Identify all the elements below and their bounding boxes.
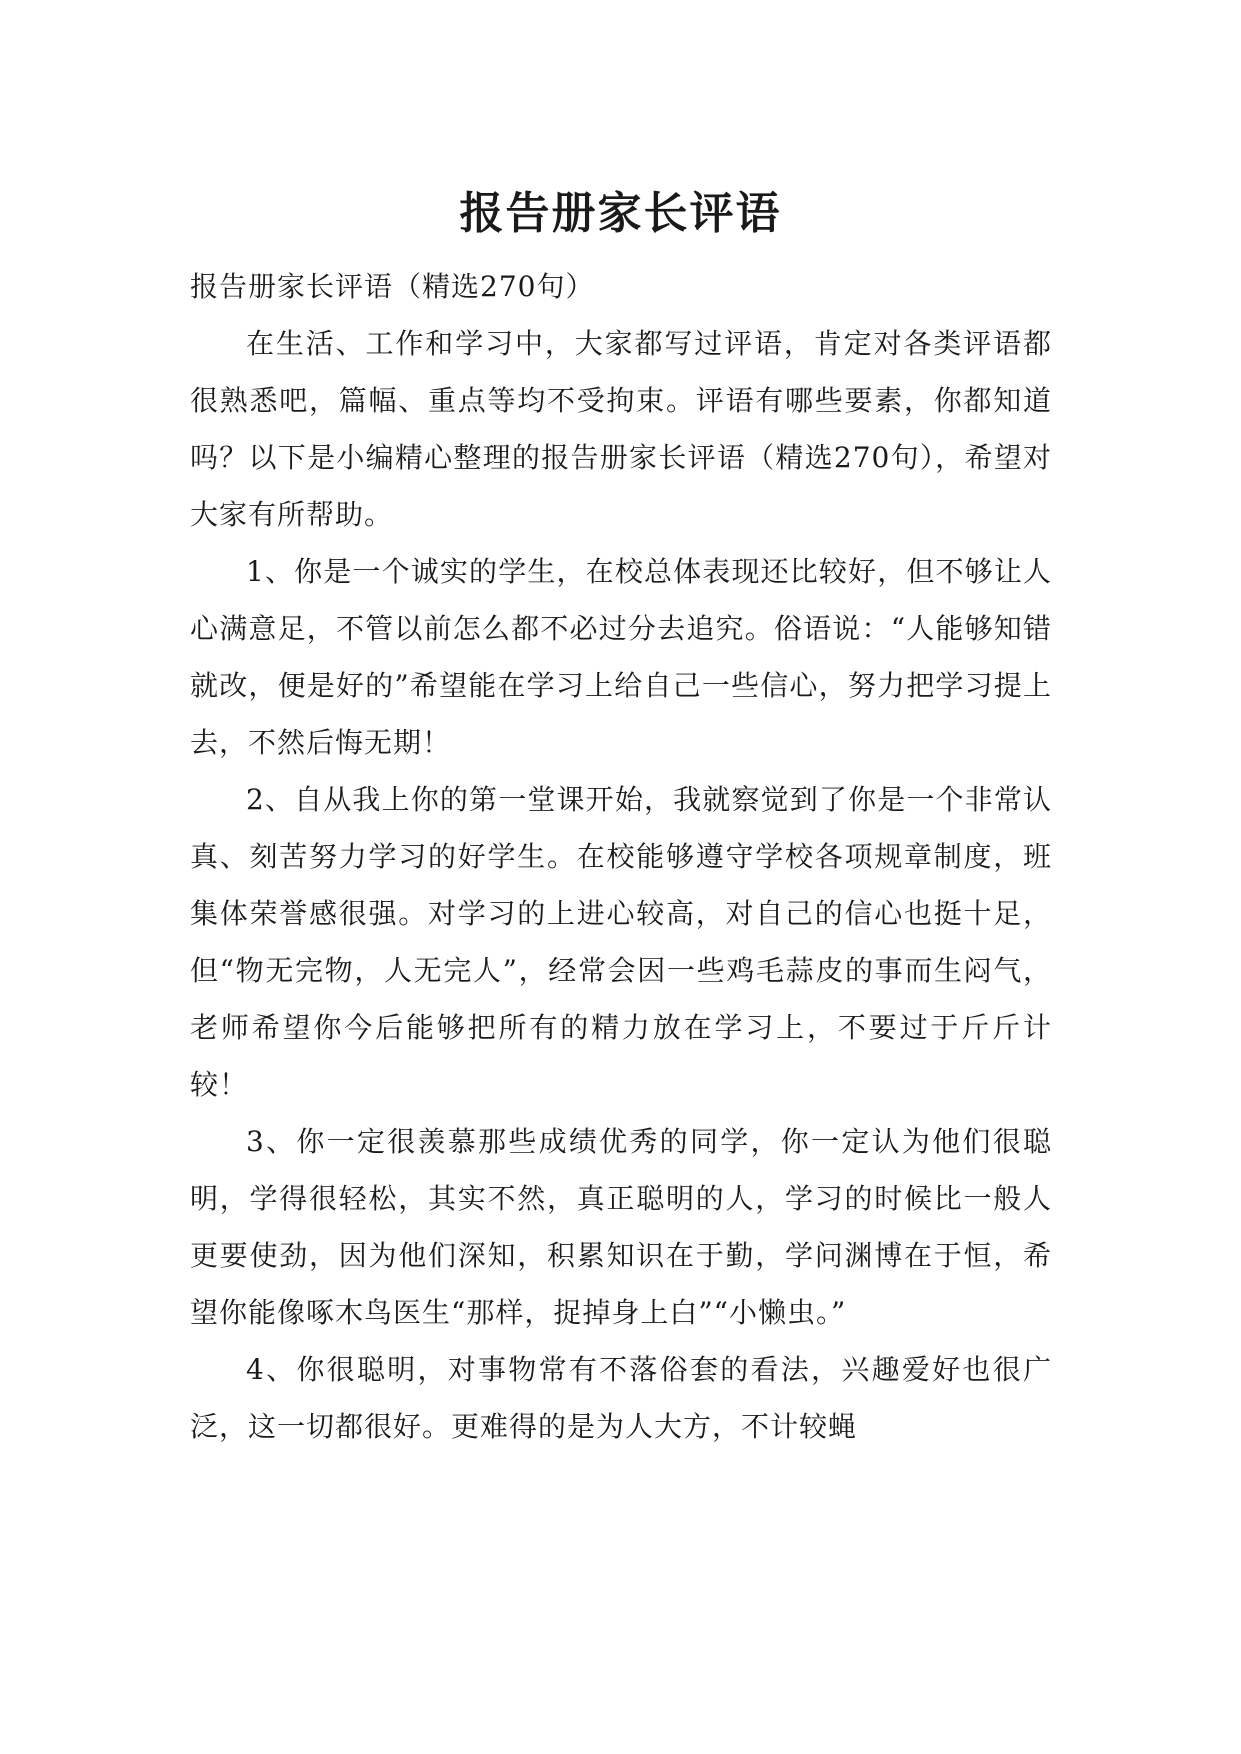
comment-paragraph-3: 3、你一定很羡慕那些成绩优秀的同学，你一定认为他们很聪明，学得很轻松，其实不然，真正聪明的人，学习的时候比一般人更要使劲，因为他们深知，积累知识在于勤，学问渊博在于恒，希望你能像啄木鸟医生“那样，捉掉身上白”“小懒虫。” — [190, 1125, 1052, 1329]
comment-paragraph-1: 1、你是一个诚实的学生，在校总体表现还比较好，但不够让人心满意足，不管以前怎么都不必过分去追究。俗语说：“人能够知错就改，便是好的”希望能在学习上给自己一些信心，努力把学习提上去，不然后悔无期！ — [190, 555, 1052, 759]
document-title: 报告册家长评语 — [459, 188, 782, 240]
comment-paragraph-2: 2、自从我上你的第一堂课开始，我就察觉到了你是一个非常认真、刻苦努力学习的好学生。在校能够遵守学校各项规章制度，班集体荣誉感很强。对学习的上进心较高，对自己的信心也挺十足，但“物无完物，人无完人”，经常会因一些鸡毛蒜皮的事而生闷气，老师希望你今后能够把所有的精力放在学习上，不要过于斤斤计较！ — [190, 783, 1052, 1101]
intro-paragraph: 在生活、工作和学习中，大家都写过评语，肯定对各类评语都很熟悉吧，篇幅、重点等均不受拘束。评语有哪些要素，你都知道吗？以下是小编精心整理的报告册家长评语（精选270句），希望对大家有所帮助。 — [190, 327, 1052, 531]
comment-paragraph-4: 4、你很聪明，对事物常有不落俗套的看法，兴趣爱好也很广泛，这一切都很好。更难得的是为人大方，不计较蝇 — [190, 1353, 1052, 1443]
document-body — [190, 258, 1052, 1455]
document-subtitle: 报告册家长评语（精选270句） — [190, 270, 595, 303]
